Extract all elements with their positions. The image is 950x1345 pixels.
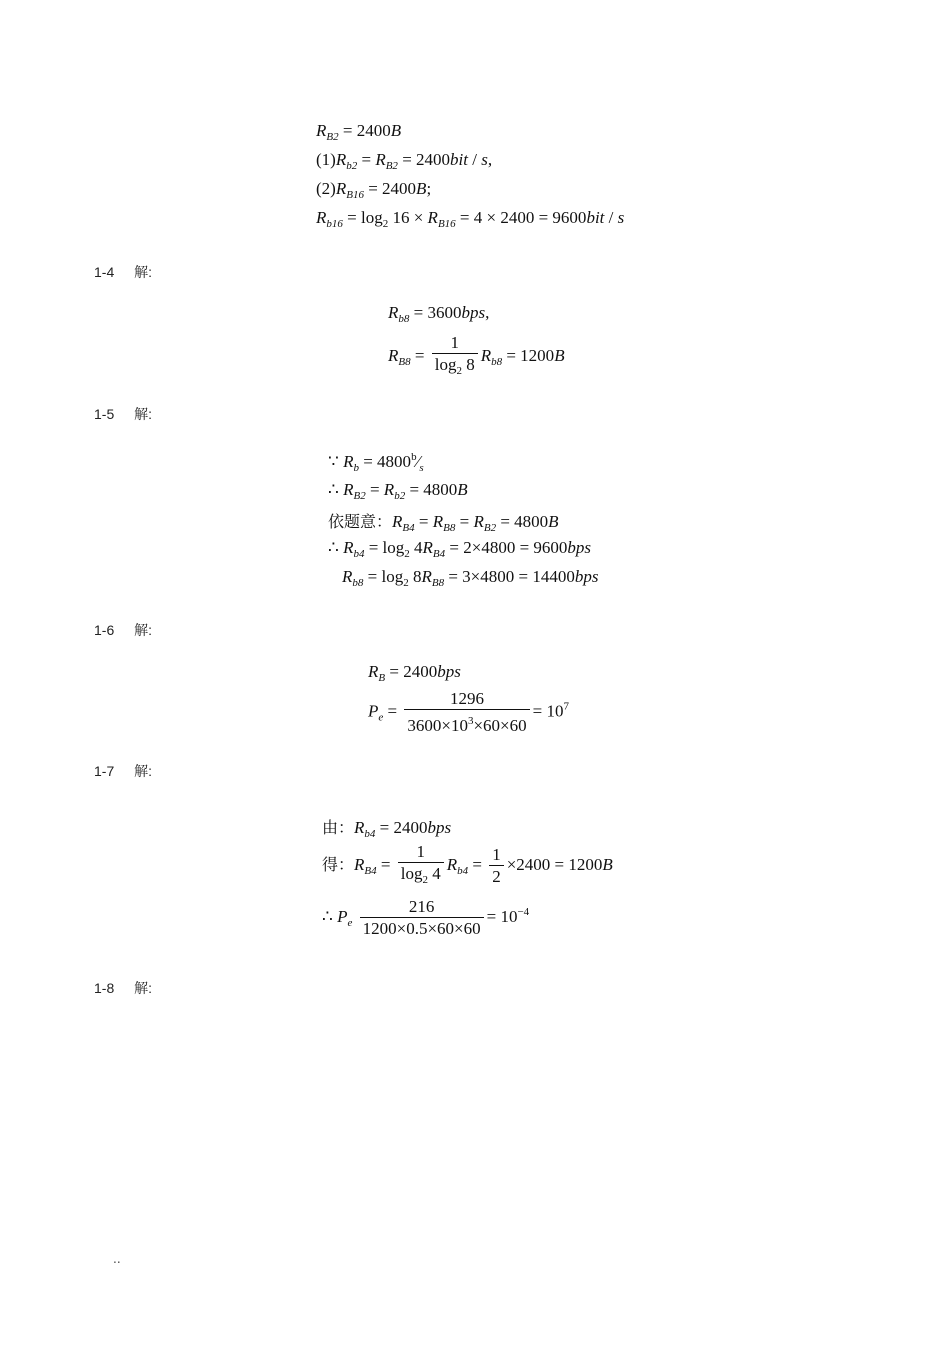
equation-rb2: $R_{B2} = 2400B$ xyxy=(316,121,402,143)
equation-from: 由：$R_{b4} = 2400bps$ xyxy=(322,818,452,840)
equation-rb4: ∴ $R_{b4} = \log_2 4R_{B4} = 2\times 4800 = 9600bps$ xyxy=(328,538,592,560)
eq-value: = 2400 xyxy=(379,818,428,837)
eq-value: = 4 × 2400 = 9600 xyxy=(459,208,587,227)
problem-number: 1-8 xyxy=(94,980,115,996)
problem-number: 1-4 xyxy=(94,264,115,280)
equation-rb-bps: $R_B = 2400bps$ xyxy=(368,662,461,684)
equation-rb: ∵ $R_b$ = $4800^b⁄_s$ xyxy=(328,451,424,474)
item-prefix: (1) xyxy=(316,150,336,169)
fraction xyxy=(432,334,478,380)
eq-value: = 10 xyxy=(532,701,564,721)
because-symbol: ∵ xyxy=(328,452,339,471)
solution-label: 解: xyxy=(134,763,153,779)
eq-value: 3600×10 xyxy=(407,716,468,735)
eq-value: 16 × xyxy=(392,208,428,227)
eq-value: = 4800 xyxy=(363,452,412,471)
exponent: 7 xyxy=(563,700,569,713)
eq-value: = 2×4800 = 9600 xyxy=(449,538,568,557)
problem-number-1-6 xyxy=(94,620,152,640)
eq-log: = log xyxy=(367,567,404,586)
footer-mark: .. xyxy=(113,1252,121,1266)
eq-value: 4 xyxy=(414,538,423,557)
fraction xyxy=(360,898,484,938)
equation-pe: $P_e$ = $\frac{1296}{3600\times 10^3\times 60\times 60}$ = $10^7$ xyxy=(368,689,569,735)
fraction-denominator: $\log_2 4$ xyxy=(398,862,444,889)
by-problem-label: 依题意： xyxy=(328,512,393,531)
eq-value: 8 xyxy=(412,567,422,586)
eq-value: = 3600 xyxy=(413,303,462,322)
fraction-denominator: $\log_2 8$ xyxy=(432,353,478,380)
fraction-numerator: 1 xyxy=(492,845,501,864)
fraction-denominator xyxy=(404,709,529,735)
equation-rb16-bit: $R_{b16} = \log_2 16 \times R_{B16} = 4 \times 2400 = 9600bit / s$ xyxy=(316,208,625,230)
equation-rb8: $R_{b8} = \log_2 8R_{B8} = 3\times 4800 = 14400bps$ xyxy=(342,567,599,589)
eq-value: = 2400 xyxy=(389,662,438,681)
fraction-numerator: 216 xyxy=(408,897,435,916)
equation-rb16: $(2)R_{B16} = 2400B$; xyxy=(316,179,432,201)
problem-number-1-4 xyxy=(94,262,152,282)
eq-log: = log xyxy=(347,208,383,227)
from-label: 由： xyxy=(322,818,355,837)
equation-get: 得：$R_{B4}$ = $\frac{1}{\log_2 4}$ $R_{b4}$ = $\frac{1}{2}$ ×2400 = 1200B xyxy=(322,843,613,889)
therefore-symbol: ∴ xyxy=(328,538,339,557)
eq-value: = 2400 xyxy=(342,121,391,140)
equation-rb2-equal: ∴ $R_{B2} = R_{b2} = 4800B$ xyxy=(328,480,468,502)
eq-value: = 2400 xyxy=(402,150,451,169)
therefore-symbol: ∴ xyxy=(322,906,333,926)
problem-number: 1-6 xyxy=(94,622,115,638)
therefore-symbol: ∴ xyxy=(328,480,339,499)
eq-value: = 10 xyxy=(486,906,518,926)
eq-value: = 4800 xyxy=(500,512,549,531)
get-label: 得： xyxy=(322,854,355,874)
equation-by-problem: 依题意：$R_{B4} = R_{B8} = R_{B2} = 4800B$ xyxy=(328,512,559,534)
problem-number: 1-7 xyxy=(94,763,115,779)
fraction-numerator: 1 xyxy=(450,333,459,352)
eq-value: = 4800 xyxy=(409,480,458,499)
equation-rb8-baud: $R_{B8}$ = $\frac{1}{\log_2 8}$ $R_{b8} = 1200B$ xyxy=(388,334,565,380)
equation-rb2-bit: $(1)R_{b2} = R_{B2} = 2400bit / s$, xyxy=(316,150,493,172)
eq-value: 8 xyxy=(466,355,475,374)
item-prefix: (2) xyxy=(316,179,336,198)
exponent: 3 xyxy=(467,715,474,727)
solution-label: 解: xyxy=(134,264,153,280)
solution-label: 解: xyxy=(134,622,153,638)
solution-label: 解: xyxy=(134,406,153,422)
solution-label: 解: xyxy=(134,980,153,996)
equation-rb8-bps: $R_{b8} = 3600bps$, xyxy=(388,303,490,325)
fraction xyxy=(398,843,444,889)
problem-number: 1-5 xyxy=(94,406,115,422)
eq-log: log xyxy=(400,864,423,883)
exponent: −4 xyxy=(517,905,530,918)
problem-number-1-5 xyxy=(94,404,152,424)
eq-value: = 1200 xyxy=(506,345,555,365)
eq-log: log xyxy=(434,355,457,374)
eq-value: ×60×60 xyxy=(473,716,527,735)
fraction-numerator: 1296 xyxy=(450,689,485,708)
problem-number-1-8 xyxy=(94,978,152,998)
eq-log: = log xyxy=(368,538,405,557)
eq-value: = 2400 xyxy=(368,179,417,198)
fraction xyxy=(489,846,504,886)
fraction-denominator: 2 xyxy=(489,865,504,886)
fraction-denominator: 1200×0.5×60×60 xyxy=(360,917,484,938)
eq-value: ×2400 = 1200 xyxy=(506,854,603,874)
eq-value: 4 xyxy=(432,864,441,883)
problem-number-1-7 xyxy=(94,761,152,781)
equation-pe-result: ∴ $P_e$ $\frac{216}{1200\times 0.5\times 60\times 60}$ = $10^{-4}$ xyxy=(322,897,530,938)
fraction-numerator: 1 xyxy=(416,842,425,861)
fraction xyxy=(404,690,529,735)
eq-value: = 3×4800 = 14400 xyxy=(448,567,575,586)
